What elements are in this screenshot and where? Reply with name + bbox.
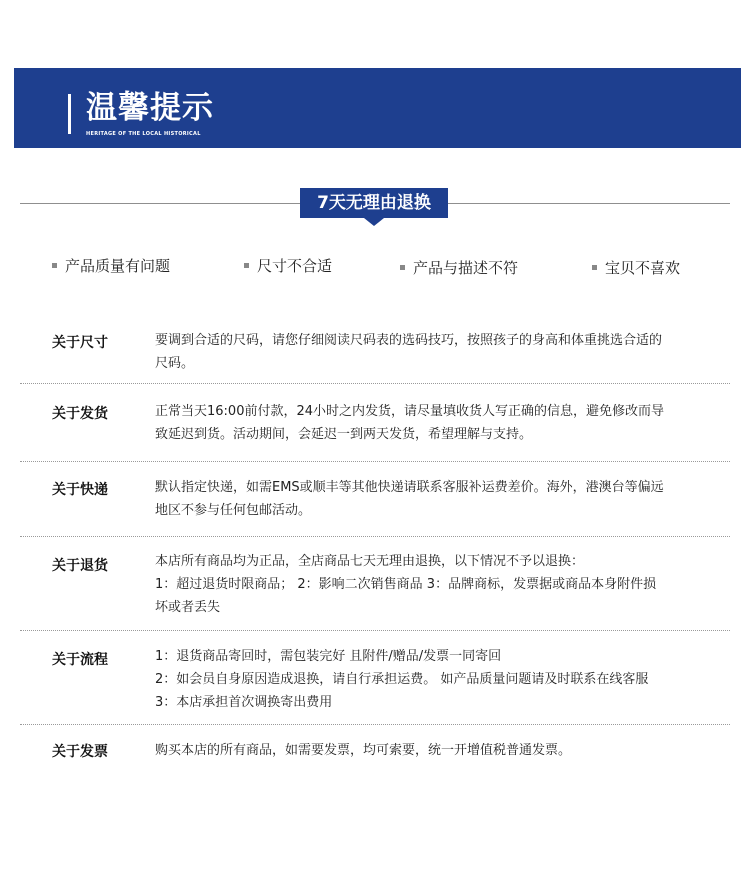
text-line: 坏或者丢失 xyxy=(155,600,221,615)
text-line: 购买本店的所有商品，如需要发票，均可索要，统一开增值税普通发票。 xyxy=(155,743,572,758)
text-line: 默认指定快递，如需EMS或顺丰等其他快递请联系客服补运费差价。海外，港澳台等偏远 xyxy=(155,480,664,495)
dotted-divider xyxy=(20,536,730,537)
text-line: 致延迟到货。活动期间，会延迟一到两天发货，希望理解与支持。 xyxy=(155,427,533,442)
text-line: 1：超过退货时限商品； 2：影响二次销售商品 3：品牌商标，发票据或商品本身附件损 xyxy=(155,577,657,592)
reason-label: 产品质量有问题 xyxy=(65,257,171,275)
text-line: 正常当天16:00前付款，24小时之内发货，请尽量填收货人写正确的信息，避免修改而导 xyxy=(155,404,665,419)
section-label-returns: 关于退货 xyxy=(52,558,108,574)
section-text-process xyxy=(155,645,705,714)
text-line: 本店所有商品均为正品，全店商品七天无理由退换，以下情况不予以退换： xyxy=(155,554,585,569)
reason-item xyxy=(244,256,332,276)
reason-label: 宝贝不喜欢 xyxy=(605,259,681,277)
bullet-square-icon xyxy=(52,263,57,268)
bullet-square-icon xyxy=(400,265,405,270)
section-text-courier xyxy=(155,476,705,522)
badge-pointer xyxy=(364,218,384,226)
text-line: 3：本店承担首次调换寄出费用 xyxy=(155,695,333,710)
bullet-square-icon xyxy=(244,263,249,268)
reason-item xyxy=(400,258,518,278)
page-title: 温馨提示 xyxy=(86,90,214,126)
dotted-divider xyxy=(20,461,730,462)
bullet-square-icon xyxy=(592,265,597,270)
reason-label: 尺寸不合适 xyxy=(257,257,333,275)
banner-subtitle: HERITAGE OF THE LOCAL HISTORICAL xyxy=(86,131,201,137)
text-line: 地区不参与任何包邮活动。 xyxy=(155,503,312,518)
section-label-invoice: 关于发票 xyxy=(52,744,108,760)
reason-label: 产品与描述不符 xyxy=(413,259,519,277)
section-text-returns xyxy=(155,550,705,619)
section-text-invoice xyxy=(155,739,705,762)
text-line: 1：退货商品寄回时，需包装完好 且附件/赠品/发票一同寄回 xyxy=(155,649,502,664)
text-line: 2：如会员自身原因造成退换，请自行承担运费。 如产品质量问题请及时联系在线客服 xyxy=(155,672,649,687)
dotted-divider xyxy=(20,630,730,631)
return-policy-badge: 7天无理由退换 xyxy=(300,188,448,218)
reason-item xyxy=(592,258,680,278)
section-label-process: 关于流程 xyxy=(52,652,108,668)
text-line: 要调到合适的尺码，请您仔细阅读尺码表的选码技巧，按照孩子的身高和体重挑选合适的 xyxy=(155,333,663,348)
dotted-divider xyxy=(20,724,730,725)
section-text-shipping xyxy=(155,400,705,446)
reason-item xyxy=(52,256,170,276)
section-label-shipping: 关于发货 xyxy=(52,406,108,422)
header-banner xyxy=(14,68,741,148)
section-text-size xyxy=(155,329,705,375)
section-label-size: 关于尺寸 xyxy=(52,335,108,351)
banner-accent-bar xyxy=(68,94,71,134)
dotted-divider xyxy=(20,383,730,384)
section-label-courier: 关于快递 xyxy=(52,482,108,498)
text-line: 尺码。 xyxy=(155,356,195,371)
